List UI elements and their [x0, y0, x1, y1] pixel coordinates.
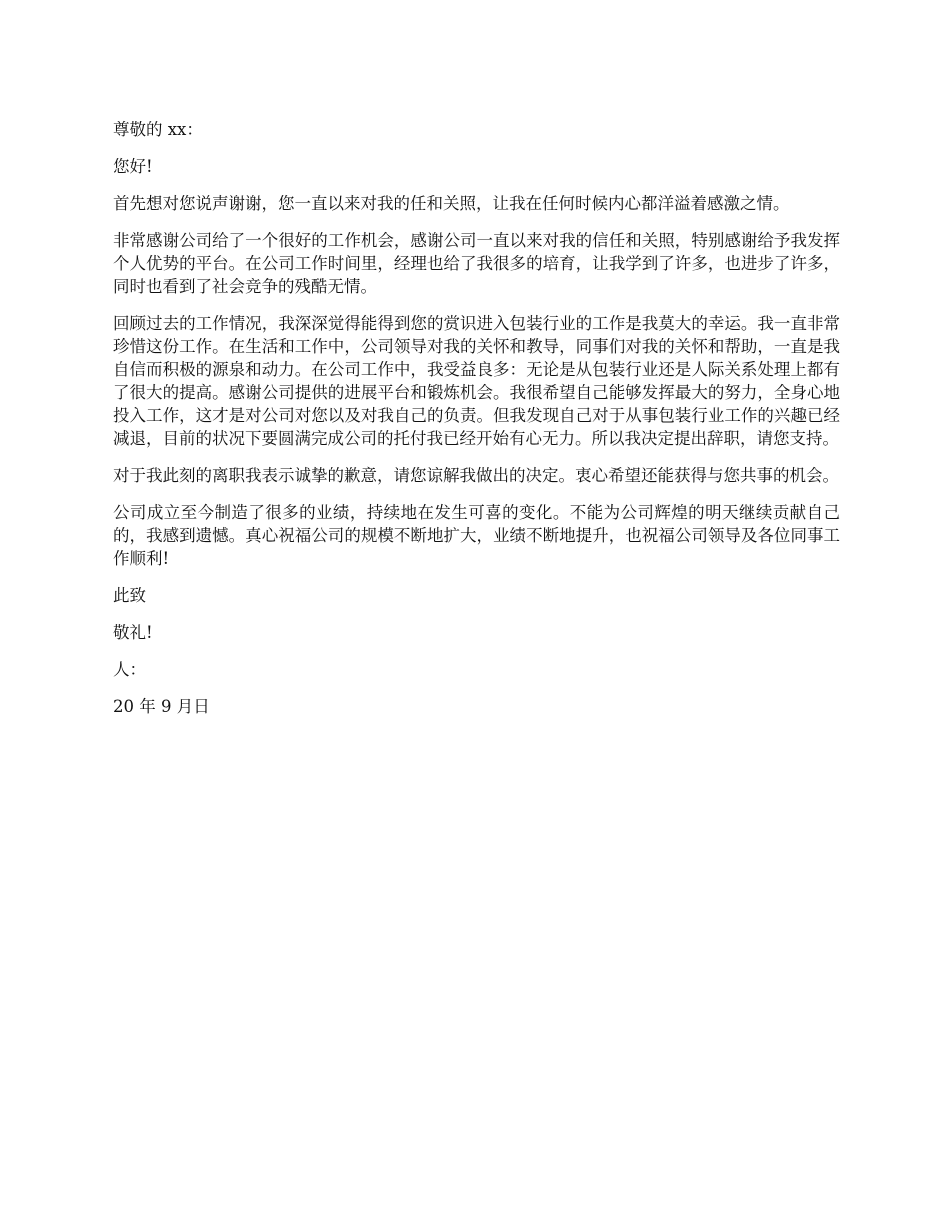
greeting: 您好! [113, 157, 153, 176]
body-paragraph: 回顾过去的工作情况，我深深觉得能得到您的赏识进入包装行业的工作是我莫大的幸运。我一直非常珍惜这份工作。在生活和工作中，公司领导对我的关怀和教导，同事们对我的关怀和帮助，一直是我自信而积极的源泉和动力。在公司工作中，我受益良多：无论是从包装行业还是人际关系处理上都有了很大的提高。感谢公司提供的进展平台和锻炼机会。我很希望自己能够发挥最大的努力，全身心地投入工作，这才是对公司对您以及对我自己的负责。但我发现自己对于从事包装行业工作的兴趣已经减退，目前的状况下要圆满完成公司的托付我已经开始有心无力。所以我决定提出辞职，请您支持。 [113, 314, 840, 448]
body-paragraph: 对于我此刻的离职我表示诚挚的歉意，请您谅解我做出的决定。衷心希望还能获得与您共事的机会。 [113, 466, 839, 485]
date-line: 20 年 9 月日 [113, 697, 210, 716]
letter-document [113, 118, 840, 732]
salutation: 尊敬的 xx： [113, 120, 203, 139]
signature-line: 人： [113, 660, 146, 679]
body-paragraph: 非常感谢公司给了一个很好的工作机会，感谢公司一直以来对我的信任和关照，特别感谢给予我发挥个人优势的平台。在公司工作时间里，经理也给了我很多的培育，让我学到了许多，也进步了许多，同时也看到了社会竞争的残酷无情。 [113, 231, 840, 296]
body-paragraph: 公司成立至今制造了很多的业绩，持续地在发生可喜的变化。不能为公司辉煌的明天继续贡献自己的，我感到遗憾。真心祝福公司的规模不断地扩大，业绩不断地提升，也祝福公司领导及各位同事工作顺利! [113, 503, 840, 568]
closing-line: 此致 [113, 586, 146, 605]
closing-salute: 敬礼! [113, 623, 153, 642]
body-paragraph: 首先想对您说声谢谢，您一直以来对我的任和关照，让我在任何时候内心都洋溢着感激之情。 [113, 194, 790, 213]
